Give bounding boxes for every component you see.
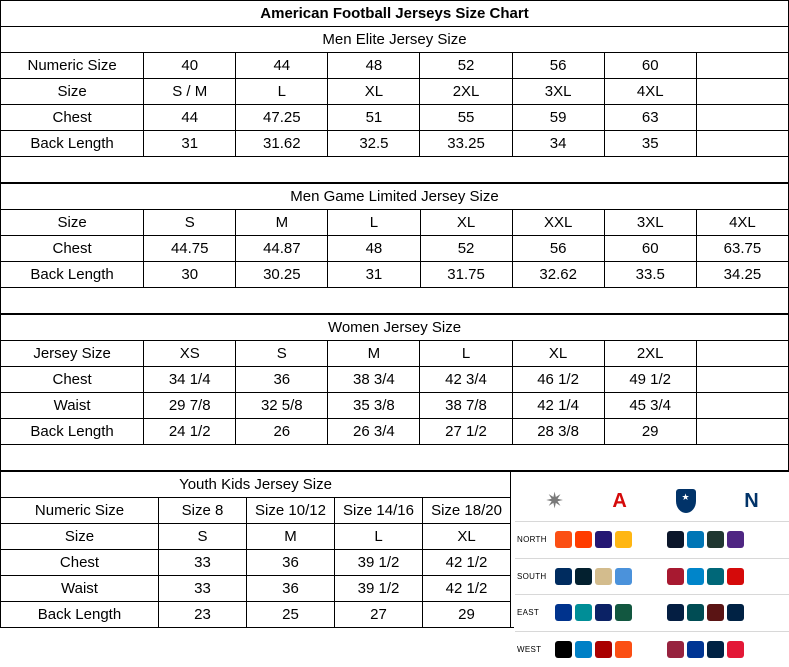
row-label: Waist: [1, 576, 159, 602]
cell: 42 1/2: [423, 576, 511, 602]
cell: 44: [236, 53, 328, 79]
cell: 39 1/2: [335, 550, 423, 576]
row-label: Numeric Size: [1, 53, 144, 79]
team-logo-bengals: [555, 531, 572, 548]
cell: 40: [144, 53, 236, 79]
men-game-limited-table: [0, 183, 789, 314]
cell: [696, 419, 788, 445]
cell: 34: [512, 131, 604, 157]
table-row: [1, 236, 789, 262]
team-logo-vikings: [727, 531, 744, 548]
cell: 28 3/8: [512, 419, 604, 445]
team-logo-rams: [687, 641, 704, 658]
nfl-shield-logo: [676, 489, 696, 513]
table-row: [1, 105, 789, 131]
cell: XXL: [512, 210, 604, 236]
table-row: [1, 79, 789, 105]
team-logo-lions: [687, 531, 704, 548]
cell: 56: [512, 236, 604, 262]
cell: M: [236, 210, 328, 236]
spacer: [1, 445, 789, 471]
team-logo-eagles: [687, 604, 704, 621]
cell: Size 14/16: [335, 498, 423, 524]
cell: 2XL: [604, 341, 696, 367]
team-logo-dolphins: [575, 604, 592, 621]
team-logo-saints: [595, 568, 612, 585]
table-row: [1, 341, 789, 367]
cell: 52: [420, 53, 512, 79]
cell: 4XL: [696, 210, 788, 236]
cell: 31: [144, 131, 236, 157]
afc-logo: A: [612, 489, 627, 512]
nfc-north-teams: [667, 531, 779, 548]
cell: 31: [328, 262, 420, 288]
cell: 24 1/2: [144, 419, 236, 445]
cell: 29 7/8: [144, 393, 236, 419]
cell: 46 1/2: [512, 367, 604, 393]
team-logo-giants: [595, 604, 612, 621]
cell: S: [159, 524, 247, 550]
row-label: Chest: [1, 367, 144, 393]
cell: 39 1/2: [335, 576, 423, 602]
division-label-north: NORTH: [517, 535, 547, 545]
team-logo-falcons: [667, 568, 684, 585]
team-logo-jaguars: [707, 568, 724, 585]
spacer: [1, 157, 789, 183]
cell: 49 1/2: [604, 367, 696, 393]
cell: 45 3/4: [604, 393, 696, 419]
row-label: Chest: [1, 105, 144, 131]
afc-north-teams: [555, 531, 667, 548]
cell: 44.87: [236, 236, 328, 262]
nfc-logo: N: [744, 489, 759, 512]
cell: 29: [423, 602, 511, 628]
cell: 60: [604, 236, 696, 262]
cell: L: [236, 79, 328, 105]
cell: 25: [247, 602, 335, 628]
team-logo-broncos: [615, 641, 632, 658]
division-label-east: EAST: [517, 608, 540, 618]
section-heading-men-elite: Men Elite Jersey Size: [1, 27, 789, 53]
team-logo-bills: [555, 604, 572, 621]
cell: L: [328, 210, 420, 236]
cell: 38 3/4: [328, 367, 420, 393]
cell: 60: [604, 53, 696, 79]
team-logo-commanders: [707, 604, 724, 621]
page-title: American Football Jerseys Size Chart: [1, 1, 789, 27]
team-logo-titans: [615, 568, 632, 585]
cell: 32 5/8: [236, 393, 328, 419]
cell: 26: [236, 419, 328, 445]
division-row-south: [515, 558, 789, 595]
cell: XS: [144, 341, 236, 367]
cell: [696, 131, 788, 157]
cell: 3XL: [512, 79, 604, 105]
row-label: Back Length: [1, 419, 144, 445]
women-table: [0, 314, 789, 471]
cell: L: [420, 341, 512, 367]
team-logo-texans: [575, 568, 592, 585]
row-label: Chest: [1, 236, 144, 262]
team-logo-cardinals: [667, 641, 684, 658]
team-logo-cowboys: [667, 604, 684, 621]
cell: 32.62: [512, 262, 604, 288]
cell: XL: [420, 210, 512, 236]
cell: [696, 367, 788, 393]
cell: 33.5: [604, 262, 696, 288]
nfc-south-teams: [667, 568, 779, 585]
starburst-icon: ✷: [545, 488, 564, 513]
cell: 3XL: [604, 210, 696, 236]
cell: 48: [328, 53, 420, 79]
table-row: [1, 419, 789, 445]
cell: 59: [512, 105, 604, 131]
cell: 31.75: [420, 262, 512, 288]
cell: 42 1/4: [512, 393, 604, 419]
row-label: Waist: [1, 393, 144, 419]
row-label: Size: [1, 79, 144, 105]
row-label: Back Length: [1, 131, 144, 157]
table-row: [1, 367, 789, 393]
cell: [696, 105, 788, 131]
cell: 36: [236, 367, 328, 393]
table-row: [1, 210, 789, 236]
cell: 51: [328, 105, 420, 131]
row-label: Back Length: [1, 262, 144, 288]
row-label: Back Length: [1, 602, 159, 628]
cell: 32.5: [328, 131, 420, 157]
cell: S / M: [144, 79, 236, 105]
row-label: Chest: [1, 550, 159, 576]
team-logo-patriots: [727, 604, 744, 621]
cell: [696, 393, 788, 419]
cell: 36: [247, 576, 335, 602]
cell: 34 1/4: [144, 367, 236, 393]
afc-east-teams: [555, 604, 667, 621]
division-row-north: [515, 521, 789, 558]
cell: 31.62: [236, 131, 328, 157]
row-label: Size: [1, 210, 144, 236]
cell: 35: [604, 131, 696, 157]
division-label-west: WEST: [517, 644, 542, 654]
cell: S: [236, 341, 328, 367]
row-label: Numeric Size: [1, 498, 159, 524]
cell: Size 10/12: [247, 498, 335, 524]
men-elite-table: [0, 0, 789, 183]
cell: 48: [328, 236, 420, 262]
team-logo-49ers: [595, 641, 612, 658]
cell: 27 1/2: [420, 419, 512, 445]
nfl-star-icon: ★: [681, 492, 690, 502]
cell: M: [247, 524, 335, 550]
cell: Size 18/20: [423, 498, 511, 524]
league-logos-row: [515, 479, 789, 521]
cell: 2XL: [420, 79, 512, 105]
row-label: Jersey Size: [1, 341, 144, 367]
cell: 42 3/4: [420, 367, 512, 393]
table-row: [1, 53, 789, 79]
team-logo-packers: [707, 531, 724, 548]
section-heading-women: Women Jersey Size: [1, 315, 789, 341]
cell: 30: [144, 262, 236, 288]
afc-west-teams: [555, 641, 667, 658]
cell: 35 3/8: [328, 393, 420, 419]
table-row: [1, 262, 789, 288]
nfc-west-teams: [667, 641, 779, 658]
team-logo-chargers: [575, 641, 592, 658]
section-heading-men-game-limited: Men Game Limited Jersey Size: [1, 184, 789, 210]
cell: 44.75: [144, 236, 236, 262]
cell: XL: [512, 341, 604, 367]
cell: 63: [604, 105, 696, 131]
division-row-east: [515, 594, 789, 631]
division-row-west: [515, 631, 789, 667]
cell: 33: [159, 550, 247, 576]
table-row: [1, 131, 789, 157]
team-logo-colts: [555, 568, 572, 585]
cell: 47.25: [236, 105, 328, 131]
cell: XL: [328, 79, 420, 105]
row-label: Size: [1, 524, 159, 550]
cell: 30.25: [236, 262, 328, 288]
division-rows: [515, 521, 789, 667]
cell: 33: [159, 576, 247, 602]
section-heading-youth-kids: Youth Kids Jersey Size: [1, 472, 511, 498]
cell: 55: [420, 105, 512, 131]
team-logo-browns: [575, 531, 592, 548]
cell: 34.25: [696, 262, 788, 288]
cell: [696, 53, 788, 79]
team-logo-raiders: [555, 641, 572, 658]
team-logo-panthers: [687, 568, 704, 585]
cell: 4XL: [604, 79, 696, 105]
afc-south-teams: [555, 568, 667, 585]
cell: M: [328, 341, 420, 367]
cell: 52: [420, 236, 512, 262]
cell: 27: [335, 602, 423, 628]
cell: [696, 341, 788, 367]
cell: 38 7/8: [420, 393, 512, 419]
team-logo-seahawks: [707, 641, 724, 658]
table-row: [1, 393, 789, 419]
cell: 44: [144, 105, 236, 131]
cell: 23: [159, 602, 247, 628]
team-logo-chiefs: [727, 641, 744, 658]
cell: S: [144, 210, 236, 236]
cell: Size 8: [159, 498, 247, 524]
cell: [696, 79, 788, 105]
cell: 29: [604, 419, 696, 445]
cell: 33.25: [420, 131, 512, 157]
cell: 63.75: [696, 236, 788, 262]
cell: XL: [423, 524, 511, 550]
team-logo-steelers: [615, 531, 632, 548]
team-logo-jets: [615, 604, 632, 621]
team-logo-buccaneers: [727, 568, 744, 585]
cell: 26 3/4: [328, 419, 420, 445]
cell: 36: [247, 550, 335, 576]
team-logo-bears: [667, 531, 684, 548]
cell: 56: [512, 53, 604, 79]
nfl-team-logos-panel: [514, 479, 789, 667]
cell: L: [335, 524, 423, 550]
nfc-east-teams: [667, 604, 779, 621]
cell: 42 1/2: [423, 550, 511, 576]
division-label-south: SOUTH: [517, 571, 547, 581]
spacer: [1, 288, 789, 314]
team-logo-ravens: [595, 531, 612, 548]
